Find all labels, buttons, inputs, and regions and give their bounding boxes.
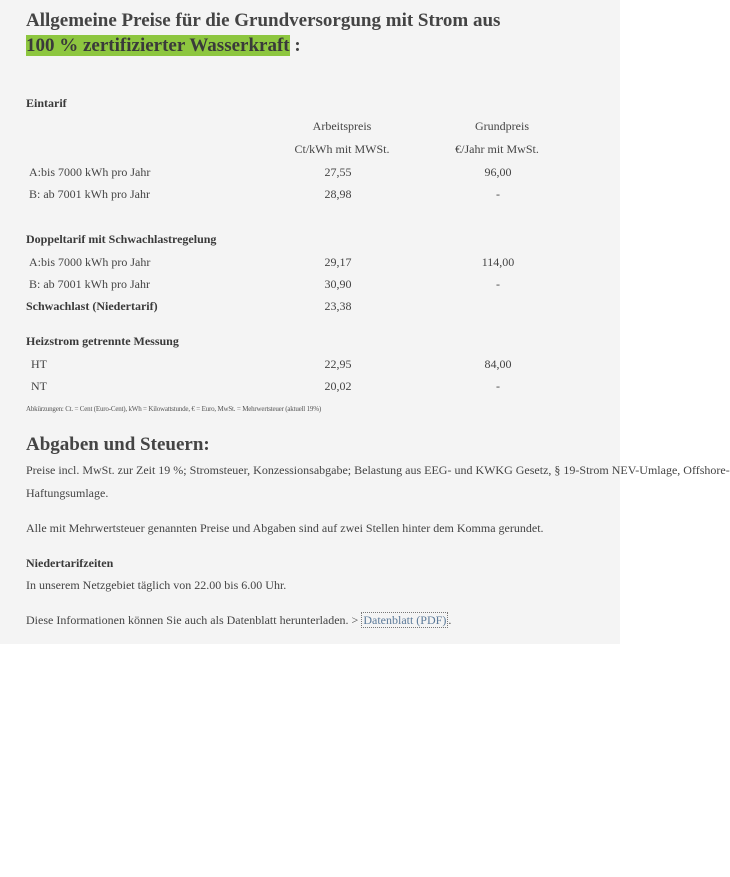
heizstrom-ht-grundpreis: 84,00 (484, 357, 512, 371)
heizstrom-heading: Heizstrom getrennte Messung (26, 334, 179, 348)
abbreviations-note: Abkürzungen: Ct. = Cent (Euro-Cent), kWh = Kilowattstunde, € = Euro, MwSt. = Mehrwertsteuer (aktuell 19%) (26, 405, 321, 413)
doppeltarif-heading: Doppeltarif mit Schwachlastregelung (26, 232, 217, 246)
page-title (26, 8, 616, 58)
abgaben-heading: Abgaben und Steuern: (26, 434, 210, 455)
header-grundpreis: Grundpreis (475, 119, 529, 133)
niedertarifzeiten-heading: Niedertarifzeiten (26, 556, 114, 570)
eintarif-row-b-grundpreis: - (496, 187, 500, 201)
doppeltarif-row-b-label: B: ab 7001 kWh pro Jahr (29, 277, 150, 291)
rounding-note: Alle mit Mehrwertsteuer genannten Preise und Abgaben sind auf zwei Stellen hinter dem Komma gerundet. (26, 521, 544, 535)
eintarif-row-b-arbeitspreis: 28,98 (324, 187, 352, 201)
eintarif-row-a-label: A:bis 7000 kWh pro Jahr (29, 165, 151, 179)
title-line1: Allgemeine Preise für die Grundversorgung mit Strom aus (26, 10, 501, 31)
heizstrom-nt-grundpreis: - (496, 379, 500, 393)
eintarif-heading: Eintarif (26, 96, 67, 110)
eintarif-row-b-label: B: ab 7001 kWh pro Jahr (29, 187, 150, 201)
doppeltarif-row-b-arbeitspreis: 30,90 (324, 277, 352, 291)
header-arbeitspreis: Arbeitspreis (312, 119, 372, 133)
abgaben-text-line1: Preise incl. MwSt. zur Zeit 19 %; Stromsteuer, Konzessionsabgabe; Belastung aus EEG- und KWKG Gesetz, § 19-Strom NEV-Umlage, Offshore- (26, 463, 730, 477)
schwachlast-value: 23,38 (324, 299, 352, 313)
header-grundpreis-unit: €/Jahr mit MwSt. (455, 142, 539, 156)
datenblatt-pdf-link[interactable]: Datenblatt (PDF) (363, 613, 447, 627)
title-colon: : (289, 35, 301, 56)
heizstrom-ht-arbeitspreis: 22,95 (324, 357, 352, 371)
doppeltarif-row-a-grundpreis: 114,00 (481, 255, 515, 269)
title-highlight: 100 % zertifizierter Wasserkraft (26, 35, 290, 56)
heizstrom-nt-arbeitspreis: 20,02 (324, 379, 352, 393)
eintarif-row-a-grundpreis: 96,00 (484, 165, 512, 179)
heizstrom-nt-label: NT (31, 379, 47, 393)
eintarif-row-a-arbeitspreis: 27,55 (324, 165, 352, 179)
abgaben-text-line2: Haftungsumlage. (26, 486, 109, 500)
doppeltarif-row-b-grundpreis: - (496, 277, 500, 291)
niedertarifzeiten-text: In unserem Netzgebiet täglich von 22.00 bis 6.00 Uhr. (26, 578, 287, 592)
doppeltarif-row-a-arbeitspreis: 29,17 (324, 255, 352, 269)
download-text: Diese Informationen können Sie auch als Datenblatt herunterladen. > (26, 613, 362, 627)
download-line (26, 613, 451, 628)
schwachlast-label: Schwachlast (Niedertarif) (26, 299, 158, 313)
doppeltarif-row-a-label: A:bis 7000 kWh pro Jahr (29, 255, 151, 269)
download-suffix: . (448, 613, 452, 627)
header-arbeitspreis-unit: Ct/kWh mit MWSt. (294, 142, 390, 156)
heizstrom-ht-label: HT (31, 357, 47, 371)
